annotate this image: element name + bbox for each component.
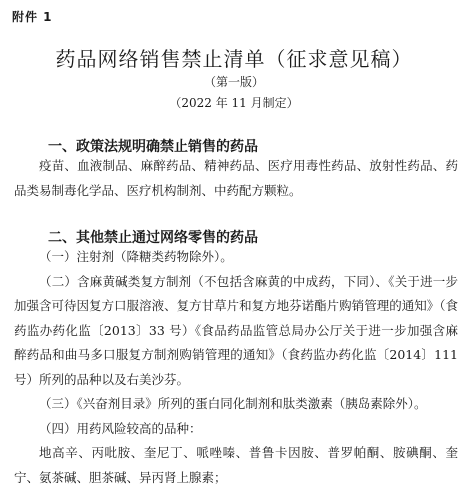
attachment-label: 附件 1 <box>12 10 53 24</box>
section-2-body <box>14 245 458 490</box>
document-title: 药品网络销售禁止清单（征求意见稿） <box>55 47 413 71</box>
section-2-item: （三）《兴奋剂目录》所列的蛋白同化制剂和肽类激素（胰岛素除外）。 <box>39 396 427 411</box>
section-2-item: （一）注射剂（降糖类药物除外）。 <box>39 249 233 264</box>
date-label: （2022 年 11 月制定） <box>169 96 299 110</box>
section-1-text: 疫苗、血液制品、麻醉药品、精神药品、医疗用毒性药品、放射性药品、药品类易制毒化学品、医疗机构制剂、中药配方颗粒。 <box>14 158 458 198</box>
section-2-item: （四）用药风险较高的品种： <box>39 420 202 436</box>
edition-label: （第一版） <box>203 75 264 89</box>
section-2-item: 地高辛、丙吡胺、奎尼丁、哌唑嗪、普鲁卡因胺、普罗帕酮、胺碘酮、奎宁、氨茶碱、胆茶碱、异丙肾上腺素； <box>14 445 458 485</box>
section-1-heading: 一、政策法规明确禁止销售的药品 <box>48 139 258 155</box>
section-2-item: （二）含麻黄碱类复方制剂（不包括含麻黄的中成药，下同）、《关于进一步加强含可待因复方口服溶液、复方甘草片和复方地芬诺酯片购销管理的通知》（食药监办药化监〔2013〕33 号）《食品药品监管总局办公厅关于进一步加强含麻醉药品和曲马多口服复方制剂购销管理的通知》（食药监办药化监〔2014〕111 号）所列的品种以及右美沙芬。 <box>14 273 458 387</box>
section-1-body <box>14 154 458 203</box>
section-2-heading: 二、其他禁止通过网络零售的药品 <box>48 230 258 246</box>
